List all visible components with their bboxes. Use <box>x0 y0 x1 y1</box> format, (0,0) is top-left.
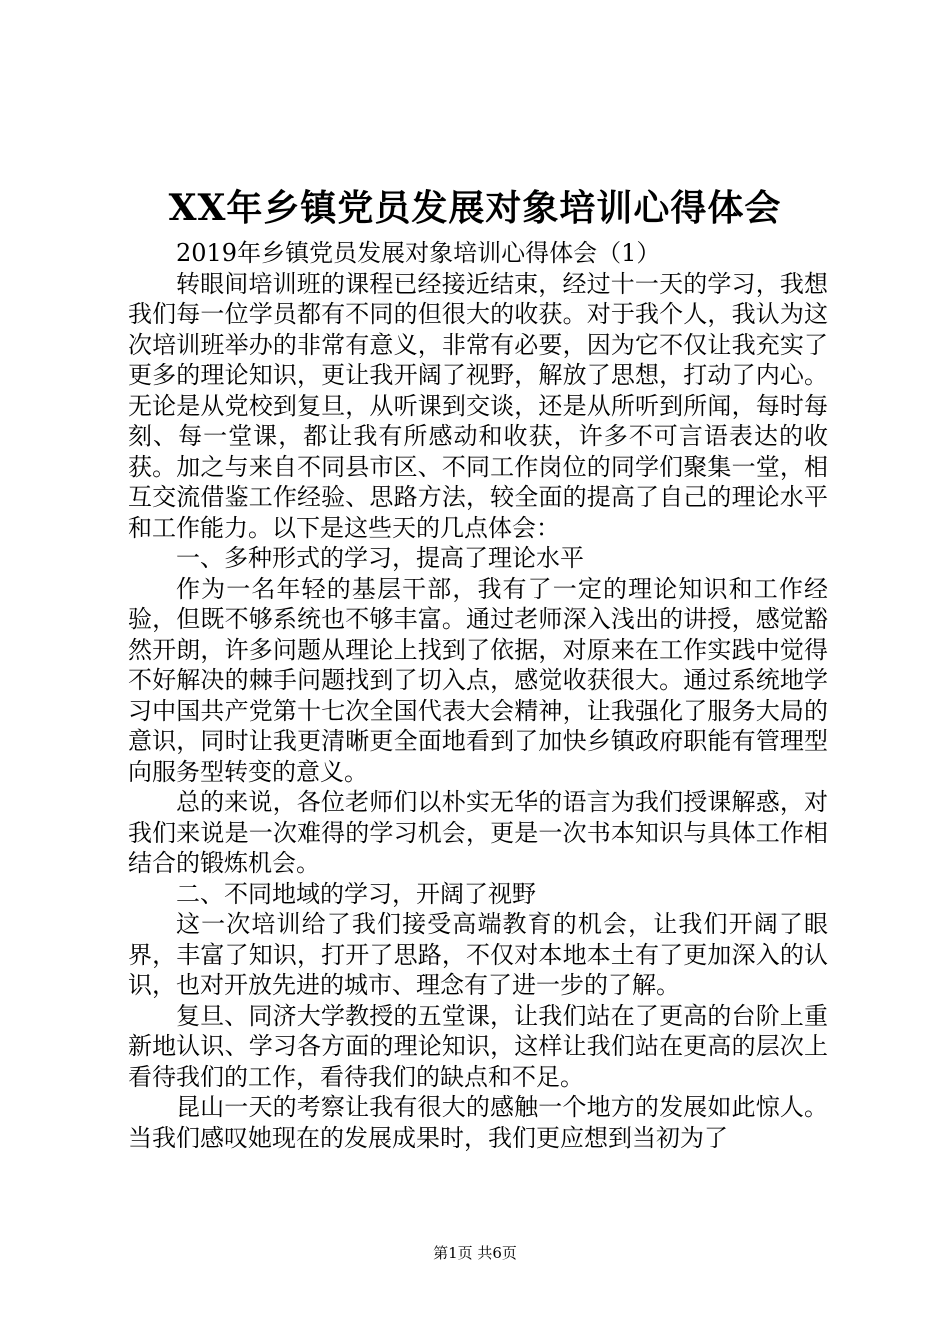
section-heading: 二、不同地域的学习，开阔了视野 <box>176 879 536 908</box>
body-paragraph: 这一次培训给了我们接受高端教育的机会，让我们开阔了眼界，丰富了知识，打开了思路，不仅对本地本土有了更加深入的认识，也对开放先进的城市、理念有了进一步的了解。 <box>128 910 828 999</box>
body-paragraph: 转眼间培训班的课程已经接近结束，经过十一天的学习，我想我们每一位学员都有不同的但很大的收获。对于我个人，我认为这次培训班举办的非常有意义，非常有必要，因为它不仅让我充实了更多的理论知识，更让我开阔了视野，解放了思想，打动了内心。无论是从党校到复旦，从听课到交谈，还是从所听到所闻，每时每刻、每一堂课，都让我有所感动和收获，许多不可言语表达的收获。加之与来自不同县市区、不同工作岗位的同学们聚集一堂，相互交流借鉴工作经验、思路方法，较全面的提高了自己的理论水平和工作能力。以下是这些天的几点体会： <box>128 269 828 542</box>
subtitle-paragraph: 2019年乡镇党员发展对象培训心得体会（1） <box>176 239 661 267</box>
body-paragraph: 昆山一天的考察让我有很大的感触一个地方的发展如此惊人。当我们感叹她现在的发展成果时，我们更应想到当初为了 <box>128 1093 828 1152</box>
body-paragraph: 作为一名年轻的基层干部，我有了一定的理论知识和工作经验，但既不够系统也不够丰富。通过老师深入浅出的讲授，感觉豁然开朗，许多问题从理论上找到了依据，对原来在工作实践中觉得不好解决的棘手问题找到了切入点，感觉收获很大。通过系统地学习中国共产党第十七次全国代表大会精神，让我强化了服务大局的意识，同时让我更清晰更全面地看到了加快乡镇政府职能有管理型向服务型转变的意义。 <box>128 574 828 786</box>
page-number-footer: 第1页 共6页 <box>433 1244 517 1262</box>
section-heading: 一、多种形式的学习，提高了理论水平 <box>176 544 584 572</box>
body-paragraph: 复旦、同济大学教授的五堂课，让我们站在了更高的台阶上重新地认识、学习各方面的理论知识，这样让我们站在更高的层次上看待我们的工作，看待我们的缺点和不足。 <box>128 1001 828 1091</box>
document-title: XX年乡镇党员发展对象培训心得体会 <box>168 187 782 229</box>
body-paragraph: 总的来说，各位老师们以朴实无华的语言为我们授课解惑，对我们来说是一次难得的学习机会，更是一次书本知识与具体工作相结合的锻炼机会。 <box>128 788 828 877</box>
document-body <box>128 238 828 1153</box>
